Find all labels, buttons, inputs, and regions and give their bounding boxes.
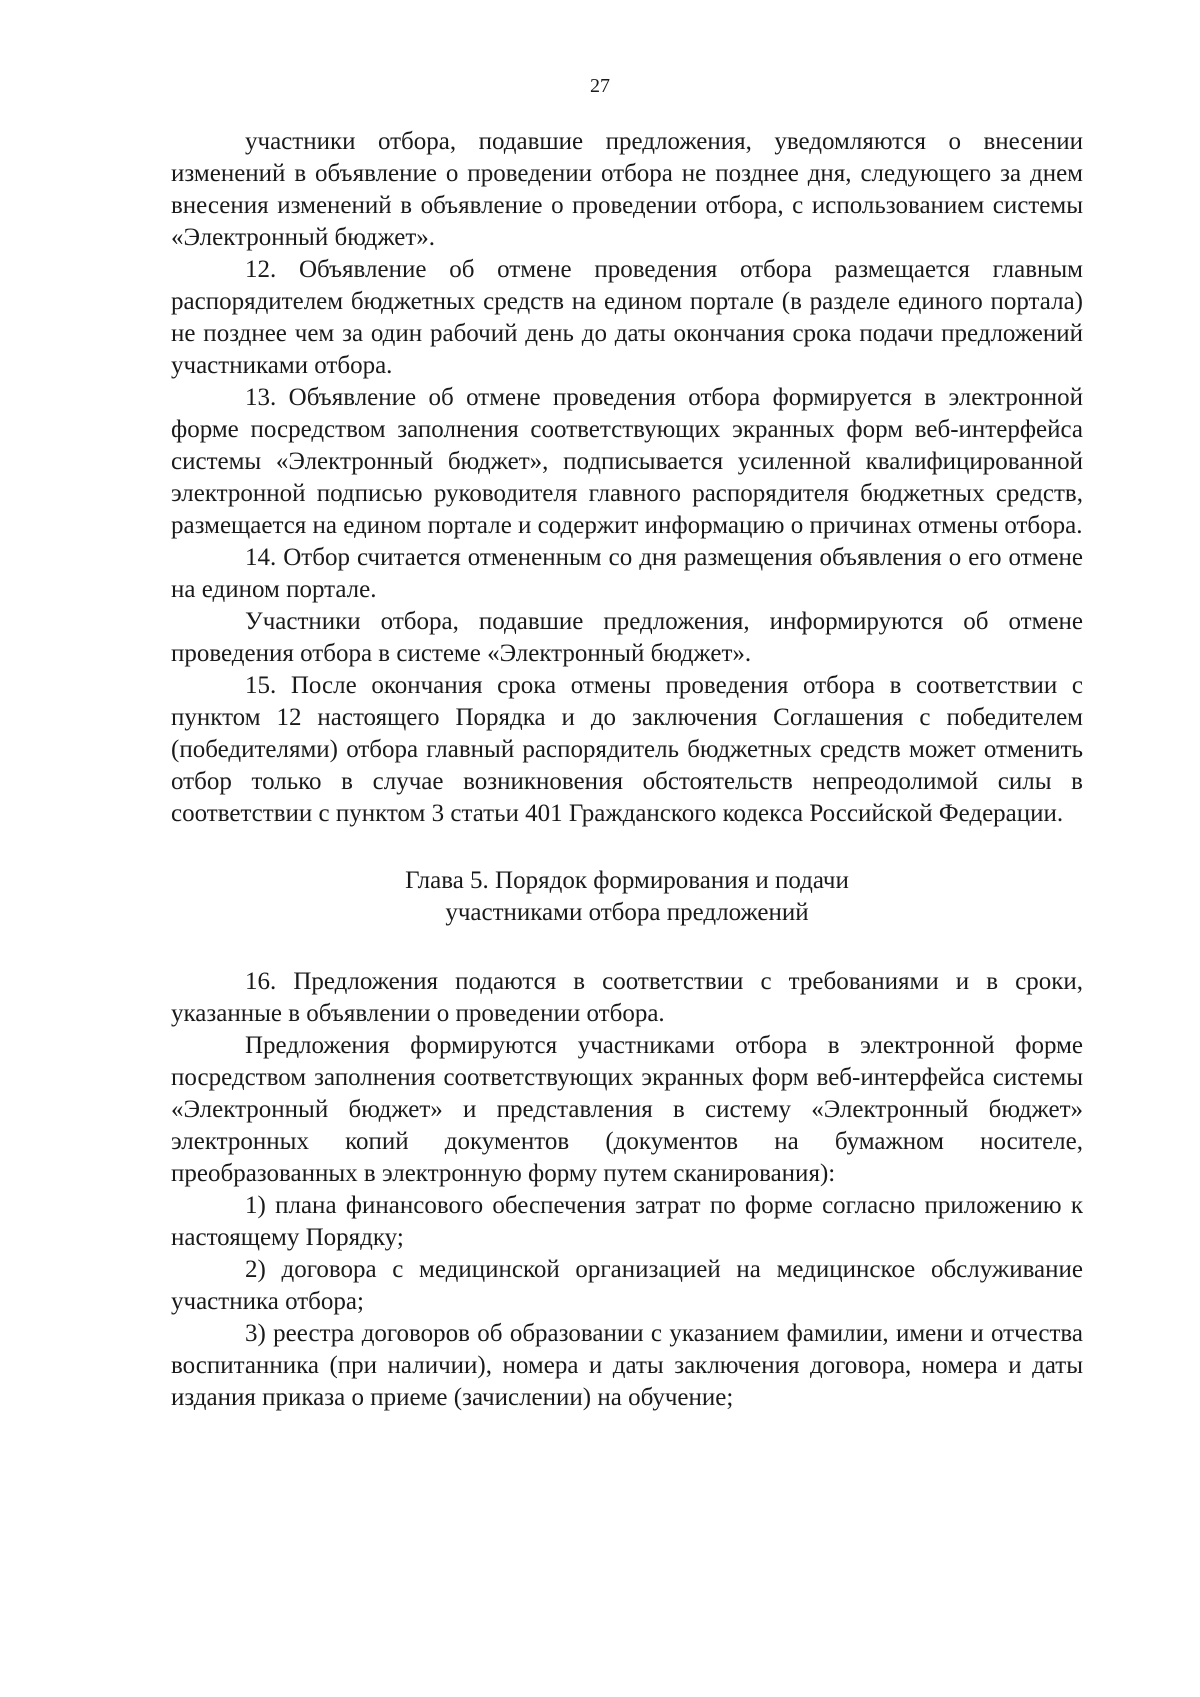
chapter-heading (171, 865, 1083, 929)
paragraph-16: 16. Предложения подаются в соответствии с требованиями и в сроки, указанные в объявлении о проведении отбора. (171, 968, 1083, 1027)
paragraph-16-proposals: Предложения формируются участниками отбора в электронной форме посредством заполнения соответствующих экранных форм веб-интерфейса системы «Электронный бюджет» и представления в систему «Электронный бюджет» электронных копий документов (документов на бумажном носителе, преобразованных в электронную форму путем сканирования): (171, 1032, 1083, 1187)
chapter-heading-line-2: участниками отбора предложений (445, 899, 809, 926)
chapter-heading-line-1: Глава 5. Порядок формирования и подачи (405, 867, 849, 894)
paragraph-15: 15. После окончания срока отмены проведения отбора в соответствии с пунктом 12 настоящего Порядка и до заключения Соглашения с победителем (победителями) отбора главный распорядитель бюджетных средств может отменить отбор только в случае возникновения обстоятельств непреодолимой силы в соответствии с пунктом 3 статьи 401 Гражданского кодекса Российской Федерации. (171, 672, 1083, 827)
paragraph-continuation: участники отбора, подавшие предложения, уведомляются о внесении изменений в объявление о проведении отбора не позднее дня, следующего за днем внесения изменений в объявление о проведении отбора, с использованием системы «Электронный бюджет». (171, 128, 1083, 251)
paragraph-13: 13. Объявление об отмене проведения отбора формируется в электронной форме посредством заполнения соответствующих экранных форм веб-интерфейса системы «Электронный бюджет», подписывается усиленной квалифицированной электронной подписью руководителя главного распорядителя бюджетных средств, размещается на едином портале и содержит информацию о причинах отмены отбора. (171, 384, 1083, 539)
paragraph-14-participants: Участники отбора, подавшие предложения, информируются об отмене проведения отбора в системе «Электронный бюджет». (171, 608, 1083, 667)
document-body (171, 126, 1083, 1414)
page-number: 27 (590, 75, 610, 97)
list-item-3: 3) реестра договоров об образовании с указанием фамилии, имени и отчества воспитанника (при наличии), номера и даты заключения договора, номера и даты издания приказа о приеме (зачислении) на обучение; (171, 1320, 1083, 1411)
paragraph-14: 14. Отбор считается отмененным со дня размещения объявления о его отмене на едином портале. (171, 544, 1083, 603)
paragraph-12: 12. Объявление об отмене проведения отбора размещается главным распорядителем бюджетных средств на едином портале (в разделе единого портала) не позднее чем за один рабочий день до даты окончания срока подачи предложений участниками отбора. (171, 256, 1083, 379)
list-item-1: 1) плана финансового обеспечения затрат по форме согласно приложению к настоящему Порядку; (171, 1192, 1083, 1251)
list-item-2: 2) договора с медицинской организацией на медицинское обслуживание участника отбора; (171, 1256, 1083, 1315)
